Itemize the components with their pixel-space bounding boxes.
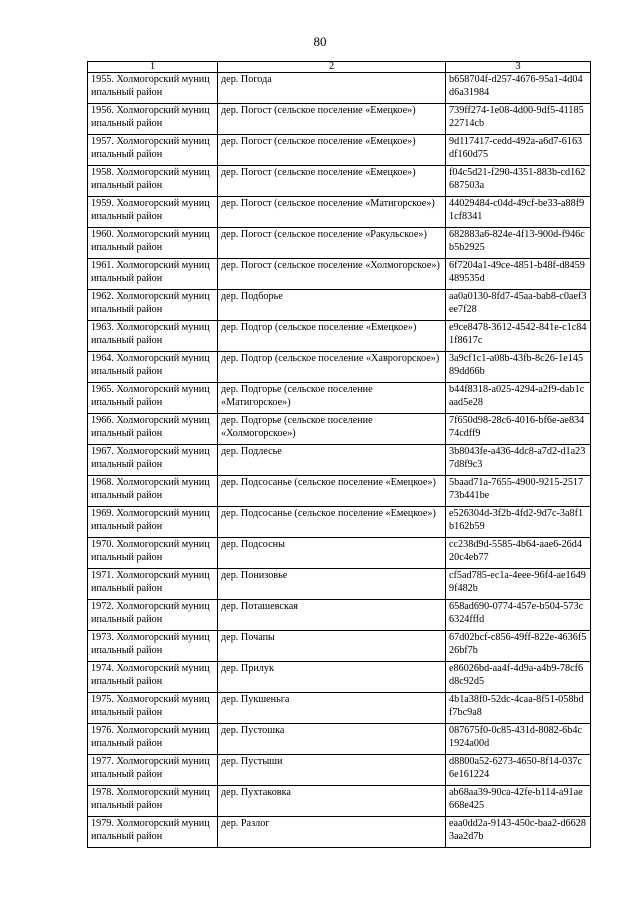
municipality-cell xyxy=(88,724,218,755)
column-header-2: 2 xyxy=(218,62,446,73)
settlement-cell xyxy=(218,817,446,848)
settlement-cell xyxy=(218,197,446,228)
settlement-cell xyxy=(218,445,446,476)
municipality-cell xyxy=(88,662,218,693)
guid-cell-text: b658704f-d257-4676-95a1-4d04d6a31984 xyxy=(449,74,583,98)
settlement-cell-text: дер. Подгорье (сельское поселение «Матигорское») xyxy=(221,384,373,408)
table-row xyxy=(88,786,591,817)
municipality-cell xyxy=(88,538,218,569)
guid-cell xyxy=(446,383,591,414)
table-header-row xyxy=(88,62,591,73)
municipality-cell xyxy=(88,693,218,724)
registry-table xyxy=(87,61,591,848)
settlement-cell-text: дер. Прилук xyxy=(221,663,274,674)
guid-cell-text: 44029484-c04d-49cf-be33-a88f91cf8341 xyxy=(449,198,585,222)
settlement-cell xyxy=(218,290,446,321)
settlement-cell-text: дер. Погост (сельское поселение «Ракульское») xyxy=(221,229,427,240)
municipality-cell xyxy=(88,476,218,507)
settlement-cell-text: дер. Почапы xyxy=(221,632,275,643)
municipality-cell-text: 1968. Холмогорский муниципальный район xyxy=(91,477,210,501)
guid-cell-text: 5baad71a-7655-4900-9215-251773b441be xyxy=(449,477,584,501)
settlement-cell-text: дер. Разлог xyxy=(221,818,270,829)
municipality-cell-text: 1959. Холмогорский муниципальный район xyxy=(91,198,210,222)
settlement-cell xyxy=(218,631,446,662)
guid-cell-text: e9ce8478-3612-4542-841e-c1c841f8617c xyxy=(449,322,587,346)
table-row xyxy=(88,352,591,383)
municipality-cell xyxy=(88,73,218,104)
municipality-cell-text: 1972. Холмогорский муниципальный район xyxy=(91,601,210,625)
municipality-cell xyxy=(88,786,218,817)
table-row xyxy=(88,662,591,693)
guid-cell-text: 739ff274-1e08-4d00-9df5-4118522714cb xyxy=(449,105,584,129)
guid-cell xyxy=(446,600,591,631)
municipality-cell-text: 1966. Холмогорский муниципальный район xyxy=(91,415,210,439)
settlement-cell-text: дер. Подгор (сельское поселение «Хаврогорское») xyxy=(221,353,440,364)
municipality-cell-text: 1963. Холмогорский муниципальный район xyxy=(91,322,210,346)
table-row xyxy=(88,383,591,414)
settlement-cell xyxy=(218,104,446,135)
settlement-cell xyxy=(218,538,446,569)
municipality-cell xyxy=(88,135,218,166)
guid-cell xyxy=(446,166,591,197)
municipality-cell-text: 1955. Холмогорский муниципальный район xyxy=(91,74,210,98)
settlement-cell xyxy=(218,786,446,817)
settlement-cell xyxy=(218,352,446,383)
table-row xyxy=(88,104,591,135)
municipality-cell xyxy=(88,414,218,445)
guid-cell xyxy=(446,693,591,724)
guid-cell xyxy=(446,755,591,786)
guid-cell xyxy=(446,259,591,290)
guid-cell xyxy=(446,352,591,383)
settlement-cell-text: дер. Поташевская xyxy=(221,601,298,612)
guid-cell-text: aa0a0130-8fd7-45aa-bab8-c0aef3ee7f28 xyxy=(449,291,587,315)
guid-cell-text: cf5ad785-ec1a-4eee-96f4-ae16499f482b xyxy=(449,570,586,594)
settlement-cell-text: дер. Подсосанье (сельское поселение «Емецкое») xyxy=(221,477,436,488)
guid-cell-text: 682883a6-824e-4f13-900d-f946cb5b2925 xyxy=(449,229,585,253)
municipality-cell-text: 1967. Холмогорский муниципальный район xyxy=(91,446,210,470)
guid-cell-text: eaa0dd2a-9143-450c-baa2-d66283aa2d7b xyxy=(449,818,586,842)
settlement-cell-text: дер. Погост (сельское поселение «Емецкое») xyxy=(221,136,416,147)
guid-cell-text: e526304d-3f2b-4fd2-9d7c-3a8f1b162b59 xyxy=(449,508,584,532)
table-row xyxy=(88,538,591,569)
settlement-cell-text: дер. Подгор (сельское поселение «Емецкое») xyxy=(221,322,417,333)
column-header-1: 1 xyxy=(88,62,218,73)
guid-cell-text: 6f7204a1-49ce-4851-b48f-d8459489535d xyxy=(449,260,585,284)
guid-cell xyxy=(446,724,591,755)
table-row xyxy=(88,135,591,166)
table-row xyxy=(88,228,591,259)
municipality-cell-text: 1974. Холмогорский муниципальный район xyxy=(91,663,210,687)
settlement-cell xyxy=(218,600,446,631)
guid-cell xyxy=(446,197,591,228)
settlement-cell-text: дер. Погост (сельское поселение «Матигорское») xyxy=(221,198,435,209)
municipality-cell xyxy=(88,817,218,848)
table-row xyxy=(88,569,591,600)
settlement-cell-text: дер. Погост (сельское поселение «Емецкое») xyxy=(221,105,416,116)
municipality-cell-text: 1978. Холмогорский муниципальный район xyxy=(91,787,210,811)
table-row xyxy=(88,507,591,538)
guid-cell-text: 7f650d98-28c6-4016-bf6e-ae83474cdff9 xyxy=(449,415,585,439)
municipality-cell-text: 1975. Холмогорский муниципальный район xyxy=(91,694,210,718)
settlement-cell-text: дер. Подсосны xyxy=(221,539,285,550)
page-number: 80 xyxy=(313,34,327,49)
settlement-cell xyxy=(218,724,446,755)
municipality-cell-text: 1958. Холмогорский муниципальный район xyxy=(91,167,210,191)
table-row xyxy=(88,755,591,786)
municipality-cell-text: 1971. Холмогорский муниципальный район xyxy=(91,570,210,594)
table-row xyxy=(88,197,591,228)
municipality-cell xyxy=(88,755,218,786)
settlement-cell xyxy=(218,662,446,693)
municipality-cell xyxy=(88,631,218,662)
guid-cell-text: 658ad690-0774-457e-b504-573c6324fffd xyxy=(449,601,584,625)
municipality-cell xyxy=(88,166,218,197)
municipality-cell-text: 1977. Холмогорский муниципальный район xyxy=(91,756,210,780)
municipality-cell xyxy=(88,383,218,414)
column-header-3: 3 xyxy=(446,62,591,73)
settlement-cell xyxy=(218,135,446,166)
table-row xyxy=(88,693,591,724)
guid-cell xyxy=(446,476,591,507)
guid-cell-text: b44f8318-a025-4294-a2f9-dab1caad5e28 xyxy=(449,384,585,408)
guid-cell-text: 67d02bcf-c856-49ff-822e-4636f526bf7b xyxy=(449,632,587,656)
table-row xyxy=(88,476,591,507)
settlement-cell xyxy=(218,569,446,600)
municipality-cell-text: 1973. Холмогорский муниципальный район xyxy=(91,632,210,656)
table-row xyxy=(88,600,591,631)
settlement-cell xyxy=(218,259,446,290)
guid-cell-text: d8800a52-6273-4650-8f14-037c6e161224 xyxy=(449,756,582,780)
municipality-cell xyxy=(88,290,218,321)
municipality-cell xyxy=(88,600,218,631)
settlement-cell xyxy=(218,693,446,724)
municipality-cell xyxy=(88,507,218,538)
guid-cell xyxy=(446,631,591,662)
settlement-cell-text: дер. Погода xyxy=(221,74,272,85)
table-row xyxy=(88,290,591,321)
guid-cell xyxy=(446,321,591,352)
guid-cell xyxy=(446,228,591,259)
guid-cell-text: e86026bd-aa4f-4d9a-a4b9-78cf6d8c92d5 xyxy=(449,663,584,687)
settlement-cell-text: дер. Подгорье (сельское поселение «Холмогорское») xyxy=(221,415,373,439)
table-row xyxy=(88,724,591,755)
guid-cell xyxy=(446,662,591,693)
guid-cell-text: 3a9cf1c1-a08b-43fb-8c26-1e14589dd66b xyxy=(449,353,584,377)
municipality-cell-text: 1965. Холмогорский муниципальный район xyxy=(91,384,210,408)
settlement-cell xyxy=(218,383,446,414)
guid-cell-text: f04c5d21-f290-4351-883b-cd162687503a xyxy=(449,167,586,191)
guid-cell xyxy=(446,414,591,445)
settlement-cell-text: дер. Пухтаковка xyxy=(221,787,291,798)
settlement-cell-text: дер. Погост (сельское поселение «Емецкое») xyxy=(221,167,416,178)
municipality-cell-text: 1960. Холмогорский муниципальный район xyxy=(91,229,210,253)
municipality-cell xyxy=(88,569,218,600)
settlement-cell-text: дер. Понизовье xyxy=(221,570,288,581)
table-row xyxy=(88,445,591,476)
settlement-cell-text: дер. Пустошка xyxy=(221,725,285,736)
guid-cell-text: 087675f0-0c85-431d-8082-6b4c1924a00d xyxy=(449,725,582,749)
settlement-cell xyxy=(218,73,446,104)
guid-cell xyxy=(446,290,591,321)
settlement-cell-text: дер. Пустыши xyxy=(221,756,283,767)
settlement-cell xyxy=(218,228,446,259)
table-row xyxy=(88,259,591,290)
municipality-cell xyxy=(88,445,218,476)
guid-cell-text: cc238d9d-5585-4b64-aae6-26d420c4eb77 xyxy=(449,539,582,563)
settlement-cell xyxy=(218,166,446,197)
municipality-cell xyxy=(88,259,218,290)
municipality-cell-text: 1964. Холмогорский муниципальный район xyxy=(91,353,210,377)
table-row xyxy=(88,414,591,445)
table-row xyxy=(88,631,591,662)
municipality-cell xyxy=(88,104,218,135)
table-row xyxy=(88,73,591,104)
settlement-cell xyxy=(218,476,446,507)
guid-cell-text: 3b8043fe-a436-4dc8-a7d2-d1a237d8f9c3 xyxy=(449,446,586,470)
municipality-cell xyxy=(88,197,218,228)
municipality-cell xyxy=(88,352,218,383)
municipality-cell-text: 1969. Холмогорский муниципальный район xyxy=(91,508,210,532)
municipality-cell xyxy=(88,228,218,259)
guid-cell xyxy=(446,507,591,538)
guid-cell xyxy=(446,786,591,817)
municipality-cell-text: 1957. Холмогорский муниципальный район xyxy=(91,136,210,160)
guid-cell xyxy=(446,104,591,135)
settlement-cell-text: дер. Погост (сельское поселение «Холмогорское») xyxy=(221,260,440,271)
table-row xyxy=(88,166,591,197)
guid-cell-text: 9d117417-cedd-492a-a6d7-6163df160d75 xyxy=(449,136,583,160)
municipality-cell xyxy=(88,321,218,352)
settlement-cell xyxy=(218,321,446,352)
guid-cell xyxy=(446,135,591,166)
municipality-cell-text: 1956. Холмогорский муниципальный район xyxy=(91,105,210,129)
guid-cell-text: ab68aa39-90ca-42fe-b114-a91ae668e425 xyxy=(449,787,583,811)
settlement-cell-text: дер. Пукшеньга xyxy=(221,694,290,705)
guid-cell-text: 4b1a38f0-52dc-4caa-8f51-058bdf7bc9a8 xyxy=(449,694,584,718)
table-row xyxy=(88,321,591,352)
table-row xyxy=(88,817,591,848)
municipality-cell-text: 1970. Холмогорский муниципальный район xyxy=(91,539,210,563)
settlement-cell xyxy=(218,507,446,538)
settlement-cell-text: дер. Подборье xyxy=(221,291,283,302)
municipality-cell-text: 1962. Холмогорский муниципальный район xyxy=(91,291,210,315)
guid-cell xyxy=(446,73,591,104)
settlement-cell-text: дер. Подсосанье (сельское поселение «Емецкое») xyxy=(221,508,436,519)
guid-cell xyxy=(446,538,591,569)
municipality-cell-text: 1976. Холмогорский муниципальный район xyxy=(91,725,210,749)
municipality-cell-text: 1979. Холмогорский муниципальный район xyxy=(91,818,210,842)
guid-cell xyxy=(446,445,591,476)
guid-cell xyxy=(446,817,591,848)
settlement-cell-text: дер. Подлесье xyxy=(221,446,282,457)
municipality-cell-text: 1961. Холмогорский муниципальный район xyxy=(91,260,210,284)
settlement-cell xyxy=(218,755,446,786)
guid-cell xyxy=(446,569,591,600)
settlement-cell xyxy=(218,414,446,445)
